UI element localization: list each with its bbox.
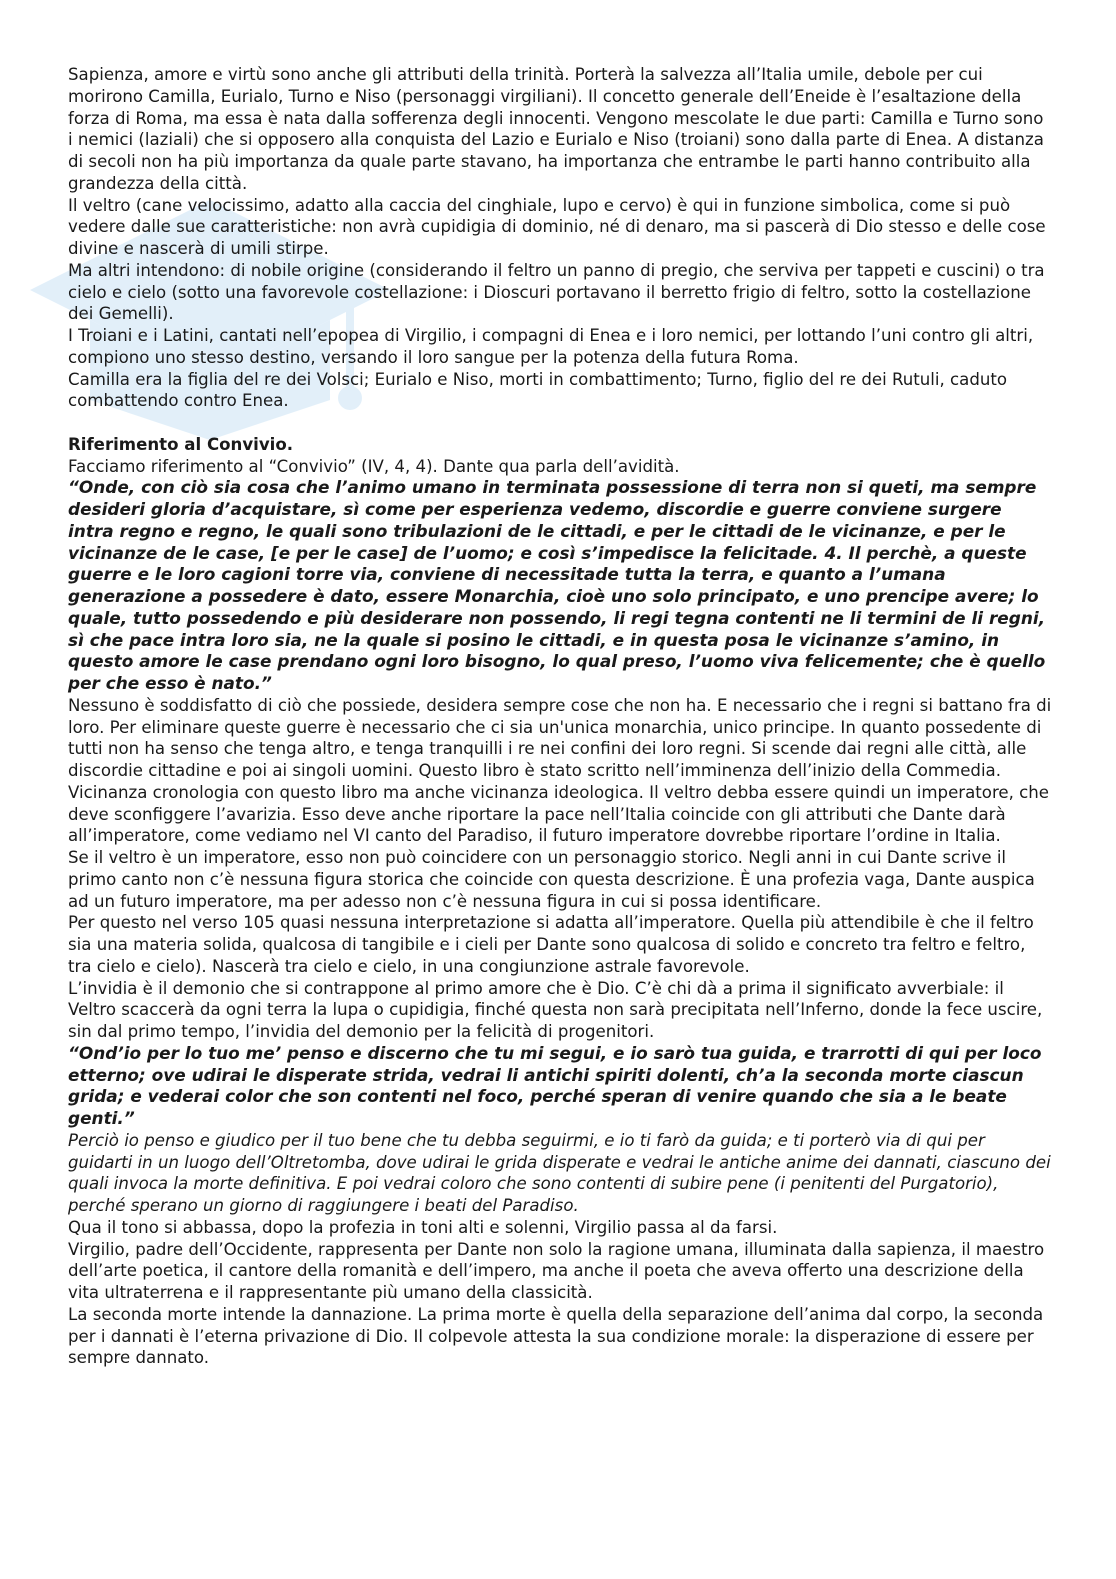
paragraph-nessuno-soddisfatto: Nessuno è soddisfatto di ciò che possiede, desidera sempre cose che non ha. E necessario che i regni si battano fra di loro. Per eliminare queste guerre è necessario che ci sia un'unica monarchia, unico principe. In quanto possedente di tutti non ha senso che tenga altro, e tenga tranquilli i re nei confini dei loro regni. Si scende dai regni alle città, alle discordie cittadine e poi ai singoli uomini. Questo libro è stato scritto nell’imminenza dell’inizio della Commedia. xyxy=(68,695,1052,780)
document-body xyxy=(68,64,1053,1369)
paragraph-invidia: L’invidia è il demonio che si contrappone al primo amore che è Dio. C’è chi dà a prima il significato avverbiale: il Veltro scaccerà da ogni terra la lupa o cupidigia, finché questa non sarà precipitata nell’Inferno, donde la fece uscire, sin dal primo tempo, l’invidia del demonio per la felicità di progenitori. xyxy=(68,978,1043,1041)
paragraph-tono: Qua il tono si abbassa, dopo la profezia in toni alti e solenni, Virgilio passa al da farsi. xyxy=(68,1217,778,1237)
quote-inferno: “Ond’io per lo tuo me’ penso e discerno che tu mi segui, e io sarò tua guida, e trarrotti di qui per loco etterno; ove udirai le disperate strida, vedrai li antichi spiriti dolenti, ch’a la seconda morte ciascun grida; e vederai color che son contenti nel foco, perché speran di venire quando che sia a le beate genti.” xyxy=(68,1042,1042,1128)
paragraph-convivio-intro: Facciamo riferimento al “Convivio” (IV, 4, 4). Dante qua parla dell’avidità. xyxy=(68,456,680,476)
paragraph-altri-intendono: Ma altri intendono: di nobile origine (considerando il feltro un panno di pregio, che serviva per tappeti e cuscini) o tra cielo e cielo (sotto una favorevole costellazione: i Dioscuri portavano il berretto frigio di feltro, sotto la costellazione dei Gemelli). xyxy=(68,260,1045,324)
paragraph-trinity: Sapienza, amore e virtù sono anche gli attributi della trinità. Porterà la salvezza all’Italia umile, debole per cui morirono Camilla, Eurialo, Turno e Niso (personaggi virgiliani). Il concetto generale dell’Eneide è l’esaltazione della forza di Roma, ma essa è nata dalla sofferenza degli innocenti. Vengono mescolate le due parti: Camilla e Turno sono i nemici (laziali) che si opposero alla conquista del Lazio e Eurialo e Niso (troiani) sono dalla parte di Enea. A distanza di secoli non ha più importanza da quale parte stavano, ha importanza che entrambe le parti hanno contribuito alla grandezza della città. xyxy=(68,65,1044,193)
section-heading-convivio: Riferimento al Convivio. xyxy=(68,434,294,454)
blank-line xyxy=(68,412,1053,434)
paragraph-verso-105: Per questo nel verso 105 quasi nessuna interpretazione si adatta all’imperatore. Quella più attendibile è che il feltro sia una materia solida, qualcosa di tangibile e i cieli per Dante sono qualcosa di solido e concreto tra feltro e feltro, tra cielo e cielo). Nascerà tra cielo e cielo, in una congiunzione astrale favorevole. xyxy=(68,913,1034,976)
paragraph-seconda-morte: La seconda morte intende la dannazione. La prima morte è quella della separazione dell’anima dal corpo, la seconda per i dannati è l’eterna privazione di Dio. Il colpevole attesta la sua condizione morale: la disperazione di essere per sempre dannato. xyxy=(68,1304,1044,1368)
paragraph-troiani-latini: I Troiani e i Latini, cantati nell’epopea di Virgilio, i compagni di Enea e i loro nemici, per lottando l’uni contro gli altri, compiono uno stesso destino, versando il loro sangue per la potenza della futura Roma. xyxy=(68,326,1034,367)
paragraph-virgilio: Virgilio, padre dell’Occidente, rappresenta per Dante non solo la ragione umana, illuminata dalla sapienza, il maestro dell’arte poetica, il cantore della romanità e dell’impero, ma anche il poeta che aveva offerto una descrizione della vita ultraterrena e il rappresentante più umano della classicità. xyxy=(68,1239,1045,1302)
paragraph-vicinanza: Vicinanza cronologia con questo libro ma anche vicinanza ideologica. Il veltro debba essere quindi un imperatore, che deve sconfiggere l’avarizia. Esso deve anche riportare la pace nell’Italia coincide con gli attributi che Dante darà all’imperatore, come vediamo nel VI canto del Paradiso, il futuro imperatore dovrebbe riportare l’ordine in Italia. xyxy=(68,782,1050,846)
paragraph-camilla: Camilla era la figlia del re dei Volsci; Eurialo e Niso, morti in combattimento; Turno, figlio del re dei Rutuli, caduto combattendo contro Enea. xyxy=(68,369,1008,411)
paragraph-paraphrase: Perciò io penso e giudico per il tuo bene che tu debba seguirmi, e io ti farò da guida; e ti porterò via di qui per guidarti in un luogo dell’Oltretomba, dove udirai le grida disperate e vedrai le antiche anime dei dannati, ciascuno dei quali invoca la morte definitiva. E poi vedrai coloro che sono contenti di subire pene (i penitenti del Purgatorio), perché sperano un giorno di raggiungere i beati del Paradiso. xyxy=(68,1130,1051,1215)
paragraph-imperatore: Se il veltro è un imperatore, esso non può coincidere con un personaggio storico. Negli anni in cui Dante scrive il primo canto non c’è nessuna figura storica che coincide con questa descrizione. È una profezia vaga, Dante auspica ad un futuro imperatore, ma per adesso non c’è nessuna figura in cui si possa identificare. xyxy=(68,848,1035,911)
quote-convivio: “Onde, con ciò sia cosa che l’animo umano in terminata possessione di terra non si queti, ma sempre desideri gloria d’acquistare, sì come per esperienza vedemo, discordie e guerre conviene surgere intra regno e regno, le quali sono tribulazioni de le cittadi, e per le cittadi de le vicinanze, e per le vicinanze de le case, [e per le case] de l’uomo; e così s’impedisce la felicitade. 4. Il perchè, a queste guerre e le loro cagioni torre via, conviene di necessitade tutta la terra, e quanto a l’umana generazione a possedere è dato, essere Monarchia, cioè uno solo principato, e uno prencipe avere; lo quale, tutto possedendo e più desiderare non possendo, li regi tegna contenti ne li termini de li regni, sì che pace intra loro sia, ne la quale si posino le cittadi, e in questa posa le vicinanze s’amino, in questo amore le case prendano ogni loro bisogno, lo qual preso, l’uomo viva felicemente; che è quello per che esso è nato.” xyxy=(68,477,1046,693)
paragraph-veltro: Il veltro (cane velocissimo, adatto alla caccia del cinghiale, lupo e cervo) è qui in funzione simbolica, come si può vedere dalle sue caratteristiche: non avrà cupidigia di dominio, né di denaro, ma si pascerà di Dio stesso e delle cose divine e nascerà di umili stirpe. xyxy=(68,195,1046,258)
